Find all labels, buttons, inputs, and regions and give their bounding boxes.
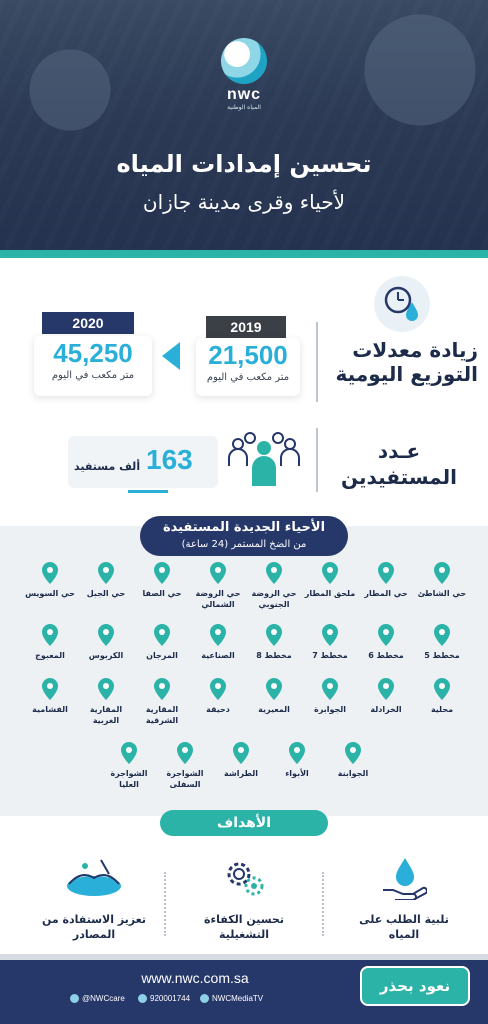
beneficiaries-value: 163 xyxy=(146,444,193,475)
neighborhood-item xyxy=(357,562,415,599)
neighborhood-label: المقارية الشرقية xyxy=(145,705,179,725)
map-pin-icon xyxy=(42,562,58,584)
phone-link[interactable] xyxy=(138,994,190,1003)
neighborhood-item xyxy=(189,624,247,661)
neighborhood-item xyxy=(413,562,471,599)
map-pin-icon xyxy=(345,742,361,764)
youtube-icon xyxy=(200,994,209,1003)
neighborhood-item xyxy=(21,678,79,715)
map-pin-icon xyxy=(98,678,114,700)
nwc-logo xyxy=(212,38,276,111)
neighborhood-label: حي الجبل xyxy=(86,589,126,598)
gears-icon xyxy=(221,856,267,900)
neighborhood-label: مخطط 8 xyxy=(256,651,292,660)
neighborhood-item xyxy=(133,562,191,599)
map-pin-icon xyxy=(322,678,338,700)
neighborhood-item xyxy=(301,678,359,715)
map-pin-icon xyxy=(434,678,450,700)
page-subtitle: لأحياء وقرى مدينة جازان xyxy=(142,190,346,214)
neighborhood-label: الجوابنة xyxy=(337,769,369,778)
map-pin-icon xyxy=(266,624,282,646)
neighborhood-label: الكربوس xyxy=(88,651,124,660)
neighborhood-label: مخطط 7 xyxy=(312,651,348,660)
neighborhood-item xyxy=(245,562,303,610)
neighborhood-label: الصناعية xyxy=(201,651,235,660)
neighborhood-label: الطراشة xyxy=(224,769,258,778)
map-pin-icon xyxy=(177,742,193,764)
divider-vertical xyxy=(316,428,318,492)
neighborhood-item xyxy=(189,678,247,715)
neighborhood-label: الجوابرة xyxy=(314,705,346,714)
website-link[interactable]: www.nwc.com.sa xyxy=(141,970,249,986)
map-pin-icon xyxy=(210,678,226,700)
neighborhood-item xyxy=(212,742,270,779)
map-pin-icon xyxy=(154,624,170,646)
goal-label: تحسين الكفاءة التشغيلية xyxy=(204,913,284,941)
neighborhood-item xyxy=(133,678,191,726)
neighborhood-label: المقارية الغربية xyxy=(89,705,123,725)
hero-banner xyxy=(0,0,488,250)
map-pin-icon xyxy=(378,678,394,700)
water-clock-icon xyxy=(374,276,430,332)
neighborhood-item xyxy=(100,742,158,790)
neighborhood-item xyxy=(77,624,135,661)
neighborhood-label: الفشامية xyxy=(32,705,68,714)
neighborhood-label: حي المطار xyxy=(364,589,408,598)
neighborhood-item xyxy=(156,742,214,790)
beneficiaries-label-line2: المستفيدين xyxy=(341,465,457,489)
neighborhood-label: الشواجرة السفلى xyxy=(166,769,204,789)
neighborhood-label: مخطط 5 xyxy=(424,651,460,660)
neighborhood-label: المرجان xyxy=(146,651,178,660)
stat-unit-2019: متر مكعب في اليوم xyxy=(206,372,290,383)
map-pin-icon xyxy=(378,562,394,584)
distribution-label-line1: زيادة معدلات xyxy=(352,338,478,362)
map-pin-icon xyxy=(322,562,338,584)
stat-card-2020 xyxy=(34,336,152,396)
stat-value-2019: 21,500 xyxy=(208,340,288,370)
map-pin-icon xyxy=(98,562,114,584)
neighborhood-item xyxy=(77,678,135,726)
goal-label: تعزيز الاستفادة من المصادر xyxy=(42,913,146,941)
accent-underline xyxy=(128,490,168,493)
neighborhood-item xyxy=(21,624,79,661)
neighborhood-label: المعبوج xyxy=(35,651,65,660)
map-pin-icon xyxy=(266,678,282,700)
neighborhood-label: حي السويس xyxy=(25,589,75,598)
logo-subtext: المياه الوطنية xyxy=(227,104,261,111)
twitter-link[interactable] xyxy=(70,994,125,1003)
logo-mark-icon xyxy=(221,38,267,84)
neighborhood-label: حي الشاطئ xyxy=(417,589,467,598)
neighborhood-item xyxy=(413,624,471,661)
neighborhood-label: مخطط 6 xyxy=(368,651,404,660)
neighborhood-item xyxy=(245,678,303,715)
neighborhood-item xyxy=(324,742,382,779)
neighborhood-item xyxy=(413,678,471,715)
divider-dotted xyxy=(164,872,166,936)
goal-item xyxy=(344,856,464,942)
neighborhood-item xyxy=(301,562,359,599)
neighborhood-label: حي الروضة الشمالي xyxy=(195,589,241,609)
neighborhood-item xyxy=(245,624,303,661)
neighborhood-label: حي الروضة الجنوبي xyxy=(251,589,297,609)
beneficiaries-label xyxy=(326,438,472,490)
goal-label: تلبية الطلب على المياه xyxy=(359,913,449,941)
map-pin-icon xyxy=(434,562,450,584)
map-pin-icon xyxy=(434,624,450,646)
goal-item xyxy=(34,856,154,942)
campaign-slogan: نعود بحذر xyxy=(360,966,470,1006)
goal-item xyxy=(184,856,304,942)
neighborhood-label: المعيرية xyxy=(258,705,290,714)
map-pin-icon xyxy=(154,678,170,700)
neighborhood-label: محلية xyxy=(430,705,454,714)
map-pin-icon xyxy=(378,624,394,646)
water-source-icon xyxy=(65,856,123,900)
twitter-handle: @NWCcare xyxy=(82,994,125,1003)
neighborhood-label: ملحق المطار xyxy=(304,589,356,598)
neighborhood-label: الخرادلة xyxy=(370,705,402,714)
youtube-link[interactable] xyxy=(200,994,263,1003)
map-pin-icon xyxy=(42,678,58,700)
phone-number: 920001744 xyxy=(150,994,191,1003)
neighborhood-item xyxy=(357,678,415,715)
neighborhoods-subtitle: من الضخ المستمر (24 ساعة) xyxy=(181,539,307,550)
map-pin-icon xyxy=(210,624,226,646)
accent-strip xyxy=(0,250,488,258)
people-group-icon xyxy=(226,430,302,492)
stat-value-2020: 45,250 xyxy=(53,338,133,368)
neighborhood-label: دحيقة xyxy=(206,705,230,714)
logo-text: nwc xyxy=(226,86,262,103)
distribution-label xyxy=(320,338,478,386)
divider-dotted xyxy=(322,872,324,936)
map-pin-icon xyxy=(233,742,249,764)
stat-unit-2020: متر مكعب في اليوم xyxy=(51,370,135,381)
stat-card-2019 xyxy=(196,338,300,396)
phone-icon xyxy=(138,994,147,1003)
map-pin-icon xyxy=(266,562,282,584)
beneficiaries-unit: ألف مستفيد xyxy=(74,460,141,473)
page-title: تحسين إمدادات المياه xyxy=(116,150,372,178)
neighborhood-label: حي الصفا xyxy=(142,589,182,598)
neighborhood-item xyxy=(268,742,326,779)
neighborhood-item xyxy=(357,624,415,661)
map-pin-icon xyxy=(154,562,170,584)
neighborhood-item xyxy=(21,562,79,599)
goals-heading: الأهداف xyxy=(160,810,328,836)
neighborhood-item xyxy=(189,562,247,610)
neighborhood-item xyxy=(301,624,359,661)
map-pin-icon xyxy=(98,624,114,646)
map-pin-icon xyxy=(121,742,137,764)
arrow-left-icon xyxy=(162,342,180,370)
divider-vertical xyxy=(316,322,318,402)
beneficiaries-label-line1: عـدد xyxy=(377,439,421,463)
map-pin-icon xyxy=(322,624,338,646)
neighborhoods-heading xyxy=(140,516,348,556)
distribution-label-line2: التوزيع اليومية xyxy=(335,362,478,386)
map-pin-icon xyxy=(210,562,226,584)
map-pin-icon xyxy=(42,624,58,646)
map-pin-icon xyxy=(289,742,305,764)
year-tag-2019: 2019 xyxy=(206,316,286,338)
twitter-icon xyxy=(70,994,79,1003)
neighborhood-item xyxy=(77,562,135,599)
neighborhood-label: الشواجرة العليا xyxy=(110,769,148,789)
neighborhood-label: الأبواء xyxy=(285,769,309,778)
youtube-handle: NWCMediaTV xyxy=(212,994,264,1003)
neighborhood-item xyxy=(133,624,191,661)
year-tag-2020: 2020 xyxy=(42,312,134,334)
hand-water-drop-icon xyxy=(381,856,427,900)
neighborhoods-title: الأحياء الجديدة المستفيدة xyxy=(162,520,326,535)
